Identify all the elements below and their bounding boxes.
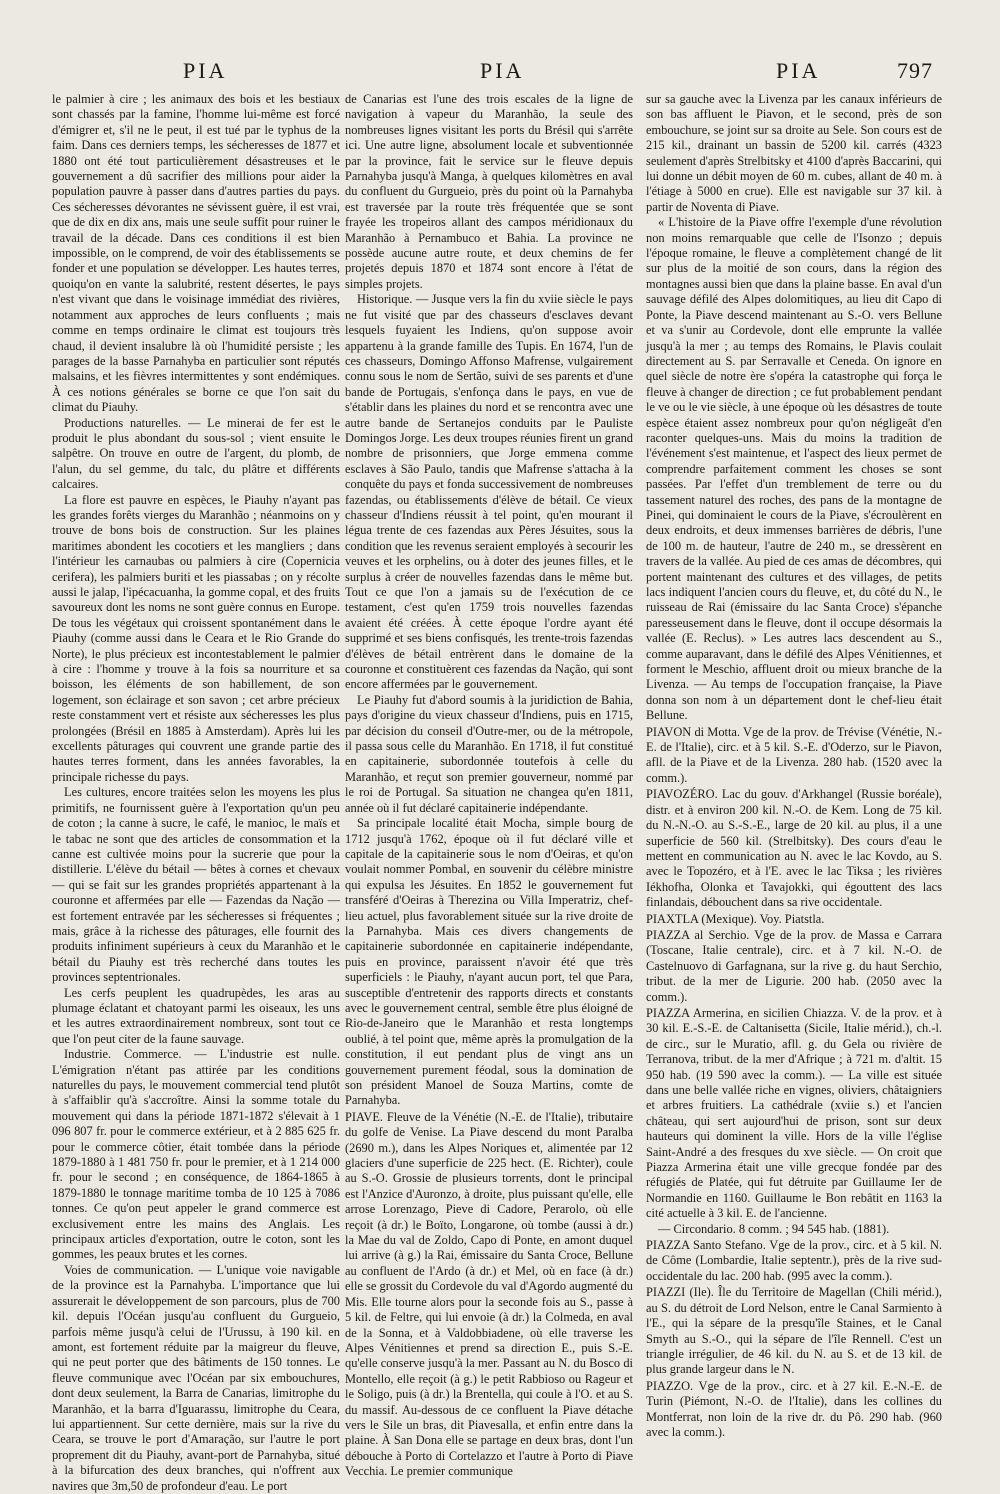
running-head-right: PIA <box>776 58 821 83</box>
paragraph-cultures: Les cultures, encore traitées selon les moyens les plus primitifs, ne fournissent guère à l'exportation qu'un peu de coton ; la canne à sucre, le café, le manioc, le maïs et le tabac ne sont que des articles de consommation et la canne est cultivée moins pour la sucrerie que pour la distillerie. L'élève du bétail — bêtes à cornes et chevaux — qui se fait sur les grandes propriétés appartenant à la couronne et affermées par elle — Fazendas da Nação — est fortement entravée par les sécheresses si fréquentes ; mais, grâce à la richesse des pâturages, elle fournit des produits infiniment supérieurs à ceux du Maranhão et le bétail du Piauhy est très recherché dans toutes les provinces septentrionales. <box>52 785 340 985</box>
entry-circondario: — Circondario. 8 comm. ; 94 545 hab. (1881). <box>658 1221 890 1236</box>
entry-piazza-al-serchio: PIAZZA al Serchio. Vge de la prov. de Massa e Carrara (Toscane, Italie centrale), circ. et à 7 kil. N.-O. de Castelnuovo di Garfagnana, sur la rive g. du haut Serchio, tribut. de la mer de Ligurie. 200 hab. (2050 avec la comm.). <box>646 927 942 1004</box>
entry-piazza-santo-stefano: PIAZZA Santo Stefano. Vge de la prov., circ. et à 5 kil. N. de Côme (Lombardie, Italie septentr.), près de la rive sud-occidentale du lac. 200 hab. (995 avec la comm.). <box>646 1238 942 1283</box>
text-column-3 <box>646 92 942 1439</box>
running-head-left: PIA <box>183 58 228 83</box>
paragraph-communication: Voies de communication. — L'unique voie navigable de la province est la Parnahyba. L'importance que lui assurerait le développement de son parcours, plus de 700 kil. depuis l'Océan jusqu'au confluent du Gurgueio, parfois même jusqu'à celui de l'Urussu, à 190 kil. en amont, est fortement réduite par la maigreur du fleuve, qui ne peut porter que des bâtiments de 150 tonnes. Le fleuve communique avec l'Océan par six embouchures, dont deux seulement, la Barra de Canarias, limitrophe du Maranhão, et la barra d'Iguarassu, limitrophe du Ceara, lui appartiennent. Sur cette dernière, mais sur la rive du Ceara, se trouve le port d'Amaração, sur l'autre le port proprement dit du Piauhy, avant-port de Parnahyba, situé à la bifurcation des deux branches, qui n'offrent aux navires que 3m,50 de profondeur d'eau. Le port <box>52 1262 340 1493</box>
paragraph-climate: le palmier à cire ; les animaux des bois et les bestiaux sont chassés par la famine, l'homme lui-même est forcé d'émigrer et, s'il ne le peut, il est tué par le typhus de la faim. Dans ces derniers temps, les sécheresses de 1877 et 1880 ont été tout particulièrement désastreuses et le gouvernement a dû sacrifier des millions pour aider la population pauvre à passer dans d'autres parties du pays. Ces sécheresses dévorantes ne sévissent guère, il est vrai, que de dix en dix ans, mais une seule suffit pour ruiner le travail de la décade. Dans ces conditions il est bien impossible, on le comprend, de voir des établissements se fonder et une population se développer. Les hautes terres, quoiqu'on en vante la salubrité, restent désertes, le pays n'est vivant que dans le voisinage immédiat des rivières, notamment aux approches de leurs confluents ; mais comme en temps ordinaire le climat est toujours très chaud, il devient insalubre là où l'humidité persiste ; les parages de la basse Parnahyba en particulier sont réputés malsains, et les fièvres intermittentes y sont endémiques. À ces notions générales se borne ce que l'on sait du climat du Piauhy. <box>52 92 340 415</box>
text-column-2 <box>345 92 633 1479</box>
paragraph-capital: Sa principale localité était Mocha, simple bourg de 1712 jusqu'à 1762, époque où il fut déclaré ville et capitale de la capitainerie sous le nom d'Oeiras, et qu'on voulait nommer Pombal, en souvenir du célèbre ministre qui expulsa les Jésuites. En 1852 le gouvernement fut transféré d'Oeiras à Therezina ou Villa Imperatriz, chef-lieu actuel, plus favorablement située sur la rive droite de la Parnahyba. Mais ces divers changements de capitainerie subordonnée en capitainerie indépendante, puis en province, paraissent n'avoir été que très superficiels : le Piauhy, n'ayant aucun port, tel que Para, susceptible d'entretenir des rapports directs et constants avec le gouvernement central, semble être plus éloigné de Rio-de-Janeiro que le Maranhão et resta longtemps oublié, à tel point que, même après la promulgation de la constitution, il eut pendant plus de vingt ans un gouvernement purement féodal, sous la domination de son président Manoel de Souza Martins, comte de Parnahyba. <box>345 816 633 1108</box>
paragraph-history: Historique. — Jusque vers la fin du xviie siècle le pays ne fut visité que par des chasseurs d'esclaves devant lesquels fuyaient les Indiens, qu'on suppose avoir appartenu à la grande famille des Tupis. En 1674, l'un de ces chasseurs, Domingo Affonso Mafrense, vulgairement connu sous le nom de Sertão, suivi de ses parents et d'une bande de Portugais, s'enfonça dans le pays, en vue de s'établir dans les plaines du nord et se rencontra avec une autre bande de Sertanejos conduits par le Pauliste Domingos Jorge. Les deux troupes réunies firent un grand nombre de prisonniers, que Jorge emmena comme esclaves à São Paulo, tandis que Mafrense s'attacha à la conquête du pays et fonda successivement de nombreuses fazendas, ou établissements d'élève de bétail. Ce vieux chasseur d'Indiens réussit à tel point, qu'en mourant il légua trente de ces fazendas aux Pères Jésuites, sous la condition que les revenus seraient employés à secourir les veuves et les orphelins, ou à doter des jeunes filles, et le surplus à créer de nouvelles fazendas dans le même but. Tout ce que l'on a jamais su de l'exécution de ce testament, c'est qu'en 1759 trois nouvelles fazendas avaient été créées. À cette époque l'ordre ayant été supprimé et ses biens confisqués, les trente-trois fazendas d'élèves de bétail entrèrent dans le domaine de la couronne et constituèrent ces fazendas da Nação, qui sont encore affermées par le gouvernement. <box>345 292 633 692</box>
paragraph-navigation: de Canarias est l'une des trois escales de la ligne de navigation à vapeur du Maranhão, la seule des nombreuses lignes visitant les ports du Brésil qui s'arrête ici. Une autre ligne, absolument locale et subventionnée par la province, fait le service sur le fleuve depuis Parnahyba jusqu'à Manga, à quelques kilomètres en aval du confluent du Gurgueio, près du point où la Parnahyba est traversée par la route très fréquentée que se sont frayée les tropeiros allant des campos méridionaux du Maranhão à Pernambuco et Bahia. La province ne possède aucune autre route, et deux chemins de fer projetés depuis 1870 et 1874 sont encore à l'état de simples projets. <box>345 92 633 291</box>
paragraph-piave-course: sur sa gauche avec la Livenza par les canaux inférieurs de son bas affluent le Piavon, et le second, près de son embouchure, se joint sur sa droite au Sele. Son cours est de 215 kil., drainant un bassin de 5200 kil. carrés (4323 seulement d'après Strelbitsky et 4100 d'après Baccarini, qui lui donne un débit moyen de 60 m. cubes, allant de 40 m. à l'étiage à 5000 en crue). Elle est navigable sur 37 kil. à partir de Noventa di Piave. <box>646 92 942 214</box>
running-head-center: PIA <box>480 58 525 83</box>
page-number: 797 <box>897 58 933 83</box>
entry-piazza-armerina: PIAZZA Armerina, en sicilien Chiazza. V. de la prov. et à 30 kil. E.-S.-E. de Caltanisetta (Sicile, Italie mérid.), ch.-l. de circ., sur le Muratio, afll. g. du Gela ou rivière de Terranova, tribut. de la mer d'Afrique ; à 721 m. d'altit. 15 950 hab. (19 590 avec la comm.). — La ville est située dans une belle vallée riche en vignes, oliviers, châtaigniers et arbres fruitiers. La cathédrale (xviie s.) et l'ancien château, qui sert aujourd'hui de prison, sont sur deux hauteurs qui dominent la ville. Hors de la ville l'église Saint-André a des fresques du xve siècle. — On croit que Piazza Armerina était une ville grecque fondée par des réfugiés de Platée, qui fut détruite par Guillaume Ier de Normandie en 1160. Guillaume le Bon rebâtit en 1163 la cité actuelle à 3 kil. E. de l'ancienne. <box>646 1005 942 1221</box>
entry-piavozero: PIAVOZÉRO. Lac du gouv. d'Arkhangel (Russie boréale), distr. et à environ 200 kil. N.-O. de Kem. Long de 75 kil. du N.-N.-O. au S.-S.-E., large de 20 kil. au plus, il a une superficie de 560 kil. (Strelbitsky). Des cours d'eau le mettent en communication au N. avec le lac Kovdo, au S. avec le Topozéro, et à l'E. avec le lac Tiksa ; les rivières Iékhofha, Olonka et Tavajokki, qui égouttent des lacs finlandais, débouchent dans sa rive occidentale. <box>646 787 942 910</box>
entry-piaxtla: PIAXTLA (Mexique). Voy. Piatstla. <box>646 911 825 926</box>
paragraph-industry-commerce: Industrie. Commerce. — L'industrie est nulle. L'émigration n'étant pas attirée par les conditions naturelles du pays, le mouvement commercial tend plutôt à s'affaiblir qu'à s'accroître. Ainsi la somme totale du mouvement qui dans la période 1871-1872 s'élevait à 1 096 807 fr. pour le commerce extérieur, et à 2 885 625 fr. pour le commerce côtier, était tombée dans la période 1879-1880 à 1 481 750 fr. pour le premier, et à 1 214 000 fr. pour le second ; en conséquence, de 1864-1865 à 1879-1880 le tonnage maritime tomba de 10 125 à 7086 tonnes. Ce qu'on peut appeler le grand commerce est exclusivement entre les mains des Anglais. Les principaux articles d'exportation, outre le coton, sont les gommes, les peaux brutes et les cornes. <box>52 1047 340 1262</box>
paragraph-flora: La flore est pauvre en espèces, le Piauhy n'ayant pas les grandes forêts vierges du Maranhão ; néanmoins on y trouve de bons bois de construction. Sur les plaines maritimes abondent les cocotiers et les mangliers ; dans l'intérieur les carnaubas ou palmiers à cire (Copernicia cerifera), les palmiers buriti et les piassabas ; on y récolte aussi le jalap, l'ipécacuanha, la gomme copal, et des fruits savoureux dont les noms ne sont guère connus en Europe. De tous les végétaux qui croissent spontanément dans le Piauhy (comme aussi dans le Ceara et le Rio Grande do Norte), le plus précieux est incontestablement le palmier à cire : l'homme y trouve à la fois sa nourriture et sa boisson, les éléments de son habillement, de son logement, son éclairage et son savon ; cet arbre précieux reste constamment vert et résiste aux sécheresses les plus prolongées (Brésil en 1885 à Amsterdam). Après lui les excellents pâturages qui couvrent une grande partie des hautes terres forment, dans les années favorables, la principale richesse du pays. <box>52 492 340 784</box>
entry-piave: PIAVE. Fleuve de la Vénétie (N.-E. de l'Italie), tributaire du golfe de Venise. La Piave descend du mont Paralba (2690 m.), dans les Alpes Noriques et, alimentée par 12 glaciers d'une superficie de 225 hect. (E. Richter), coule au S.-O. Grossie de plusieurs torrents, dont le principal est l'Anzice d'Auronzo, à droite, plus puissant qu'elle, elle arrose Lorenzago, Pieve di Cadore, Perarolo, où elle reçoit (à dr.) le Boïto, Longarone, où tombe (aussi à dr.) la Mae du val de Zoldo, Capo di Ponte, en amont duquel lui arrive (à g.) la Rai, émissaire du Santa Croce, Bellune au confluent de l'Ardo (à dr.) et Mel, où en face (à dr.) elle se grossit du Cordevole du val d'Agordo augmenté du Mis. Elle tourne alors pour la seconde fois au S., passe à 5 kil. de Feltre, qui lui envoie (à dr.) la Colmeda, en aval de la Sonna, et à Valdobbiadene, où elle traverse les Alpes Vénitiennes et prend sa direction E., puis S.-E. qu'elle conserve jusqu'à la mer. Passant au N. du Bosco di Montello, elle reçoit (à g.) le petit Rabbioso ou Rageur et le Soligo, puis (à dr.) la Brentella, qui coule à l'O. et au S. du massif. Au-dessous de ce confluent la Piave détache vers le Sile un bras, dit Piavesalla, et enfin entre dans la plaine. À San Dona elle se partage en deux bras, dont l'un débouche à Porto di Cortelazzo et l'autre à Porto di Piave Vecchia. Le premier communique <box>345 1109 633 1479</box>
paragraph-jurisdiction: Le Piauhy fut d'abord soumis à la juridiction de Bahia, pays d'origine du vieux chasseur d'Indiens, puis en 1715, par décision du conseil d'Outre-mer, ou de la métropole, il passa sous celle du Maranhão. En 1718, il fut constitué en capitainerie, subordonnée toutefois à celle du Maranhão, et reçut son premier gouverneur, nommé par le roi de Portugal. Sa situation ne changea qu'en 1811, année où il fut déclaré capitainerie indépendante. <box>345 692 633 815</box>
paragraph-natural-products: Productions naturelles. — Le minerai de fer est le produit le plus abondant du sous-sol ; vient ensuite le salpêtre. On trouve en outre de l'argent, du plomb, de l'alun, du sel gemme, du talc, du plâtre et différents calcaires. <box>52 415 340 492</box>
entry-piazzi-ile: PIAZZI (Ile). Île du Territoire de Magellan (Chili mérid.), au S. du détroit de Lord Nelson, entre le Canal Sarmiento à l'E., qui la sépare de la presqu'île Staines, et le Canal Smyth au S.-O., qui la sépare de l'île Rennell. C'est un triangle irrégulier, de 46 kil. du N. au S. et de 13 kil. de plus grande largeur dans le N. <box>646 1285 942 1377</box>
running-header <box>0 58 1000 86</box>
entry-piazzo: PIAZZO. Vge de la prov., circ. et à 27 kil. E.-N.-E. de Turin (Piémont, N.-O. de l'Italie), dans les collines du Montferrat, non loin de la rive dr. du Pô. 290 hab. (960 avec la comm.). <box>646 1378 942 1439</box>
entry-piavon: PIAVON di Motta. Vge de la prov. de Trévise (Vénétie, N.-E. de l'Italie), circ. et à 5 kil. S.-E. d'Oderzo, sur le Piavon, afll. de la Piave et de la Livenza. 280 hab. (1520 avec la comm.). <box>646 724 942 785</box>
paragraph-fauna: Les cerfs peuplent les quadrupèdes, les aras au plumage éclatant et chatoyant parmi les oiseaux, les uns et les autres extraordinairement nombreux, sont tout ce que l'on peut citer de la faune sauvage. <box>52 985 340 1046</box>
paragraph-piave-history: « L'histoire de la Piave offre l'exemple d'une révolution non moins remarquable que celle de l'Isonzo ; depuis l'époque romaine, le fleuve a complètement changé de lit sur plus de la moitié de son cours, dans la région des montagnes aussi bien que dans la plaine basse. En aval d'un sauvage défilé des Alpes dolomitiques, au lieu dit Capo di Ponte, la Piave descend maintenant au S.-O. vers Bellune et va s'unir au Cordevole, dont elle emprunte la vallée jusqu'à la mer ; au temps des Romains, le Plavis coulait directement au S. par Serravalle et Ceneda. On ignore en quel siècle de notre ère s'opéra la catastrophe qui força le fleuve à changer de direction ; ce fut probablement pendant le ve ou le vie siècle, à une époque où les désastres de toute espèce étaient assez nombreux pour qu'on négligeât d'en raconter quelques-uns. Mais du moins la tradition de l'événement s'est maintenue, et l'aspect des lieux permet de comprendre parfaitement comment les choses se sont passées. Par l'effet d'un tremblement de terre ou du tassement naturel des roches, des pans de la montagne de Pinei, qui dominaient le cours de la Piave, s'écroulèrent en deux endroits, et deux immenses barrières de débris, l'une de 100 m. de hauteur, l'autre de 240 m., se dressèrent en travers de la vallée. Au pied de ces amas de décombres, qui portent maintenant des cultures et des villages, de petits lacs indiquent l'ancien cours du fleuve, et, du côté du N., le ruisseau de Rai (émissaire du lac Santa Croce) s'épanche paresseusement dans le fleuve, dont il occupe désormais la vallée (E. Reclus). » Les autres lacs descendent au S., comme auparavant, dans le défilé des Alpes Vénitiennes, et forment le Meschio, affluent droit ou mieux branche de la Livenza. — Au temps de l'occupation française, la Piave donna son nom à un département dont le chef-lieu était Bellune. <box>646 215 942 723</box>
text-column-1 <box>52 92 340 1493</box>
